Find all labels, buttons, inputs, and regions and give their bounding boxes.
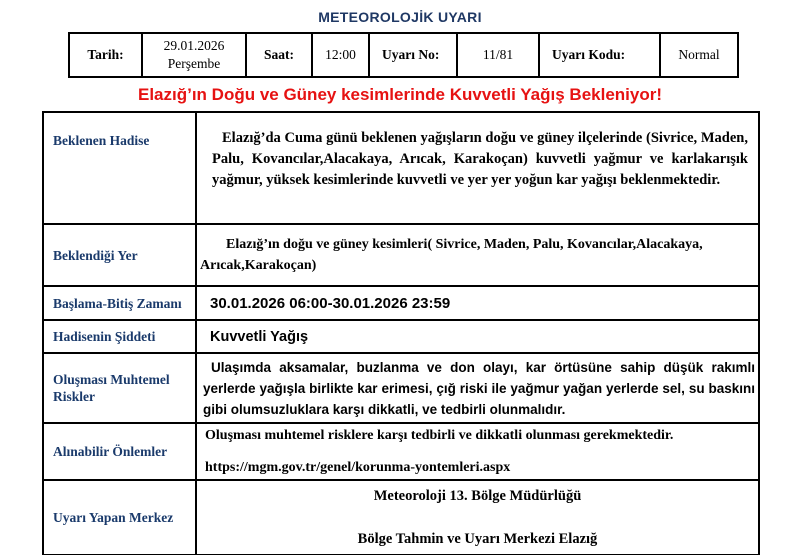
table-row-beklenen-hadise bbox=[43, 112, 759, 224]
row-content-muhtemel-riskler: Ulaşımda aksamalar, buzlanma ve don olayı, kar örtüsüne sahip düşük rakımlı yerlerde yağışla birlikte kar erimesi, çığ riski ile yağmur yağan yerlerde sel, su baskını gibi olumsuzluklara karşı dikkatli, ve tedbirli olunmalıdır. bbox=[196, 353, 759, 423]
row-label-beklendigi-yer: Beklendiği Yer bbox=[43, 224, 196, 286]
table-row-alinabilir-onlemler bbox=[43, 423, 759, 480]
table-row-baslama-bitis bbox=[43, 286, 759, 320]
row-content-baslama-bitis: 30.01.2026 06:00-30.01.2026 23:59 bbox=[196, 286, 759, 320]
row-content-beklendigi-yer: Elazığ’ın doğu ve güney kesimleri( Sivrice, Maden, Palu, Kovancılar,Alacakaya, Arıcak,Karakoçan) bbox=[196, 224, 759, 286]
onlemler-link-line bbox=[205, 457, 757, 478]
row-label-baslama-bitis: Başlama-Bitiş Zamanı bbox=[43, 286, 196, 320]
uyari-kodu-value: Normal bbox=[660, 33, 738, 77]
row-content-beklenen-hadise: Elazığ’da Cuma günü beklenen yağışların doğu ve güney ilçelerinde (Sivrice, Maden, Palu, Kovancılar,Alacakaya, Arıcak, Karakoçan) kuvvetli yağmur ve karlakarışık yağmur, yüksek kesimlerinde kuvvetli ve yer yer yoğun kar yağışı beklenmektedir. bbox=[196, 112, 759, 224]
table-row-uyari-yapan-merkez bbox=[43, 480, 759, 555]
row-label-hadisenin-siddeti: Hadisenin Şiddeti bbox=[43, 320, 196, 353]
saat-value: 12:00 bbox=[312, 33, 369, 77]
table-row-beklendigi-yer bbox=[43, 224, 759, 286]
row-content-hadisenin-siddeti: Kuvvetli Yağış bbox=[196, 320, 759, 353]
header-row bbox=[69, 33, 738, 77]
tarih-value bbox=[142, 33, 246, 77]
row-label-uyari-yapan-merkez: Uyarı Yapan Merkez bbox=[43, 480, 196, 555]
row-label-muhtemel-riskler: Oluşması Muhtemel Riskler bbox=[43, 353, 196, 423]
row-label-beklenen-hadise: Beklenen Hadise bbox=[43, 112, 196, 224]
tarih-label: Tarih: bbox=[69, 33, 142, 77]
row-content-uyari-yapan-merkez bbox=[196, 480, 759, 555]
korunma-yontemleri-link[interactable]: https://mgm.gov.tr/genel/korunma-yontemleri.aspx bbox=[205, 460, 511, 475]
tarih-date: 29.01.2026 bbox=[163, 38, 225, 53]
row-label-alinabilir-onlemler: Alınabilir Önlemler bbox=[43, 423, 196, 480]
merkez-line1: Meteoroloji 13. Bölge Müdürlüğü bbox=[373, 487, 582, 504]
table-row-hadisenin-siddeti bbox=[43, 320, 759, 353]
saat-label: Saat: bbox=[246, 33, 312, 77]
onlemler-text: Oluşması muhtemel risklere karşı tedbirli ve dikkatli olunması gerekmektedir. bbox=[205, 428, 674, 443]
row-content-alinabilir-onlemler bbox=[196, 423, 759, 480]
uyari-no-value: 11/81 bbox=[457, 33, 539, 77]
header-table bbox=[68, 32, 739, 78]
merkez-line2: Bölge Tahmin ve Uyarı Merkezi Elazığ bbox=[357, 530, 598, 547]
warning-detail-table bbox=[42, 111, 760, 555]
tarih-day: Perşembe bbox=[167, 56, 221, 71]
page-title: METEOROLOJİK UYARI bbox=[318, 9, 482, 25]
uyari-no-label: Uyarı No: bbox=[369, 33, 457, 77]
table-row-muhtemel-riskler bbox=[43, 353, 759, 423]
warning-headline: Elazığ’ın Doğu ve Güney kesimlerinde Kuvvetli Yağış Bekleniyor! bbox=[137, 85, 663, 104]
uyari-kodu-label: Uyarı Kodu: bbox=[539, 33, 660, 77]
